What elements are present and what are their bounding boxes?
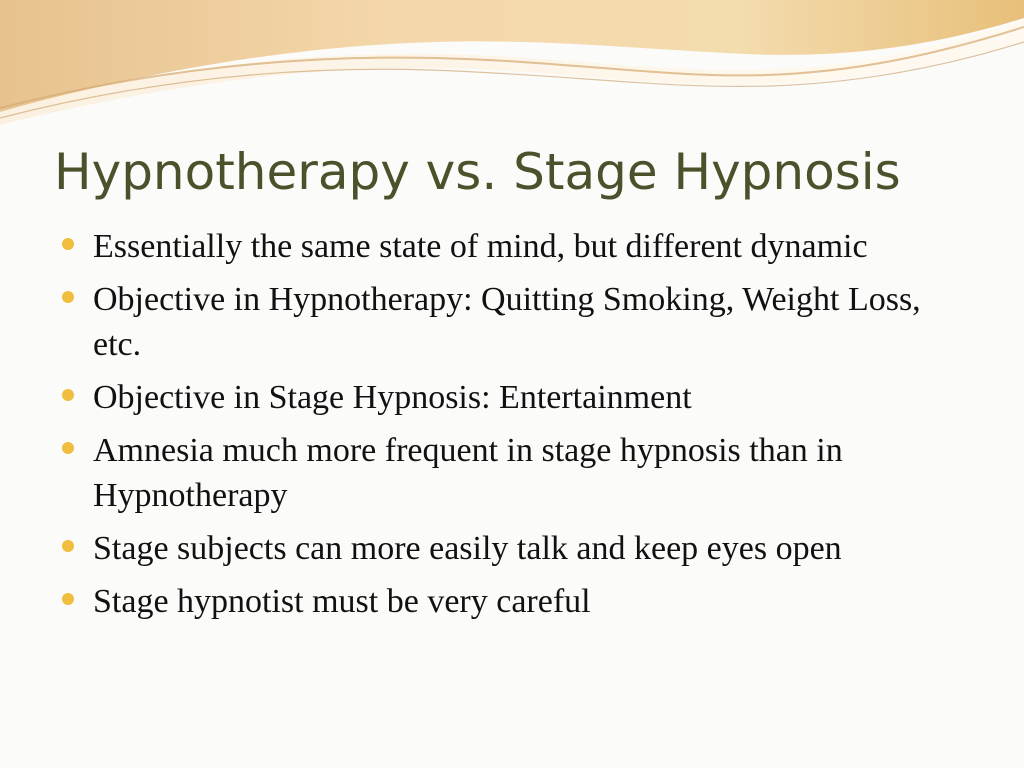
bullet-list xyxy=(60,224,960,632)
bullet-item xyxy=(60,579,960,624)
bullet-text: Stage subjects can more easily talk and keep eyes open xyxy=(93,530,842,567)
bullet-text: Essentially the same state of mind, but different dynamic xyxy=(93,228,868,265)
bullet-text: Stage hypnotist must be very careful xyxy=(93,583,591,620)
bullet-item xyxy=(60,428,960,518)
decorative-swoosh-header xyxy=(0,0,1024,130)
bullet-point-icon xyxy=(62,291,74,303)
bullet-item xyxy=(60,375,960,420)
bullet-text: Objective in Stage Hypnosis: Entertainment xyxy=(93,379,692,416)
bullet-item xyxy=(60,224,960,269)
bullet-point-icon xyxy=(62,540,74,552)
slide-title: Hypnotherapy vs. Stage Hypnosis xyxy=(54,143,901,201)
bullet-text: Amnesia much more frequent in stage hypnosis than in Hypnotherapy xyxy=(93,432,843,514)
bullet-item xyxy=(60,277,960,367)
bullet-point-icon xyxy=(62,593,74,605)
bullet-point-icon xyxy=(62,238,74,250)
bullet-item xyxy=(60,526,960,571)
bullet-text: Objective in Hypnotherapy: Quitting Smoking, Weight Loss, etc. xyxy=(93,281,921,363)
swoosh-primary-shape xyxy=(0,0,1024,112)
bullet-point-icon xyxy=(62,442,74,454)
bullet-point-icon xyxy=(62,389,74,401)
